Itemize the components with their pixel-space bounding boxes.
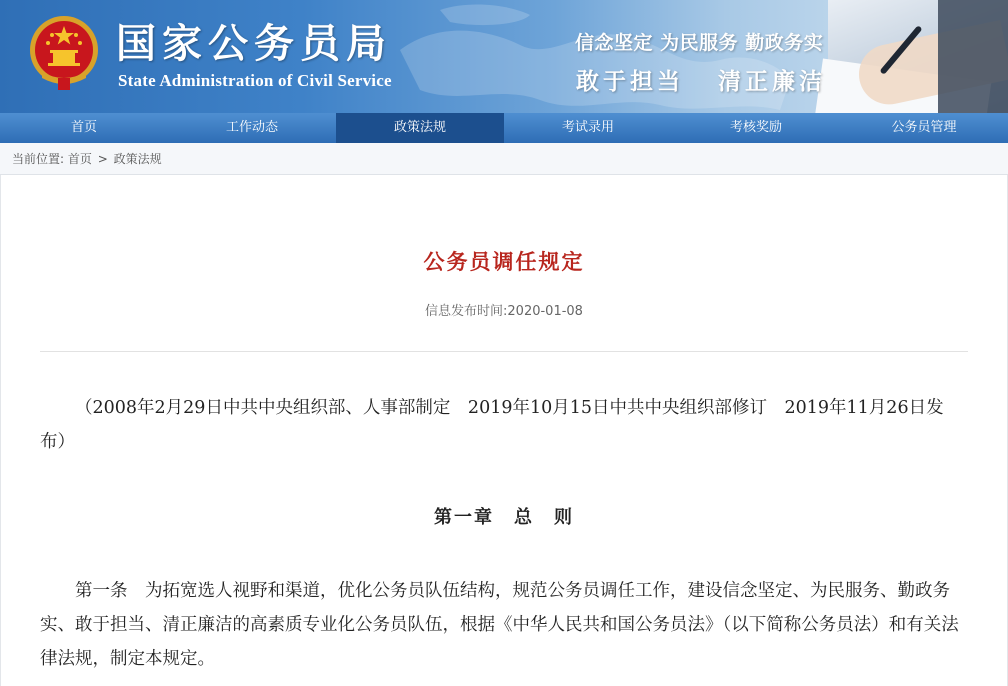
- article-intro-paragraph: （2008年2月29日中共中央组织部、人事部制定 2019年10月15日中共中央组织部修订 2019年11月26日发布）: [40, 398, 944, 452]
- breadcrumb-home-link[interactable]: 首页: [67, 152, 92, 166]
- nav-item-exams[interactable]: 考试录用: [561, 120, 614, 135]
- nav-item-home[interactable]: 首页: [70, 120, 97, 135]
- nav-item-assessment[interactable]: 考核奖励: [729, 120, 782, 135]
- chapter-heading: 第一章 总 则: [434, 507, 574, 528]
- publish-date-label: 信息发布时间:: [425, 304, 508, 319]
- nav-item-work-news[interactable]: 工作动态: [225, 120, 278, 135]
- site-title[interactable]: 国家公务员局: [116, 20, 392, 67]
- article-title: 公务员调任规定: [423, 250, 585, 274]
- nav-item-civil-servant-mgmt[interactable]: 公务员管理: [891, 120, 957, 135]
- header-banner: [0, 0, 1008, 113]
- writing-hand-photo: [828, 0, 1008, 113]
- title-divider: [40, 351, 968, 352]
- breadcrumb-prefix: 当前位置:: [12, 152, 65, 166]
- national-emblem-icon[interactable]: [28, 12, 100, 92]
- slogan-line-2: 敢于担当 清正廉洁: [576, 69, 827, 95]
- article-1-paragraph: 第一条 为拓宽选人视野和渠道，优化公务员队伍结构，规范公务员调任工作，建设信念坚定、为民服务、勤政务实、敢于担当、清正廉洁的高素质专业化公务员队伍，根据《中华人民共和国公务员法》（以下简称公务员法）和有关法律法规，制定本规定。: [40, 581, 959, 669]
- world-map-decoration: [380, 0, 800, 113]
- slogan-line-1: 信念坚定 为民服务 勤政务实: [575, 32, 824, 54]
- publish-date-value: 2020-01-08: [507, 304, 583, 319]
- breadcrumb-separator: >: [97, 152, 108, 166]
- nav-item-policy[interactable]: 政策法规: [336, 113, 504, 143]
- publish-date: [0, 300, 1008, 319]
- site-subtitle: State Administration of Civil Service: [118, 71, 392, 90]
- breadcrumb: [0, 143, 1008, 175]
- main-nav: [0, 113, 1008, 143]
- breadcrumb-current-link[interactable]: 政策法规: [113, 152, 162, 166]
